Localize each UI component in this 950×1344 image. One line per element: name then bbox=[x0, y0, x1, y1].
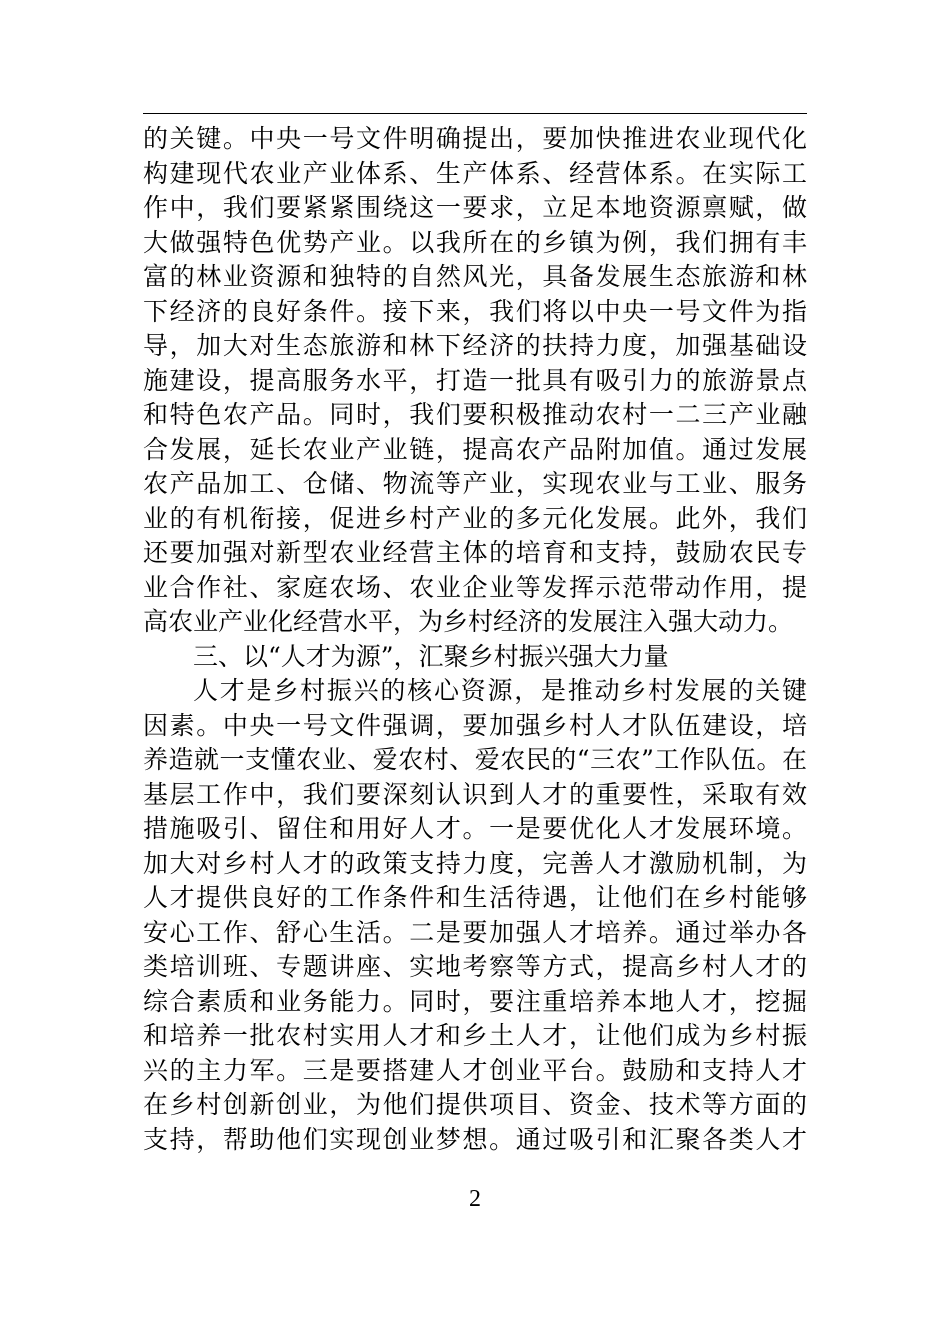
text-line: 高农业产业化经营水平，为乡村经济的发展注入强大动力。 bbox=[143, 607, 794, 636]
text-line: 安心工作、舒心生活。二是要加强人才培养。通过举办各 bbox=[143, 917, 807, 947]
text-line: 因素。中央一号文件强调，要加强乡村人才队伍建设，培 bbox=[143, 710, 807, 740]
text-line: 作中，我们要紧紧围绕这一要求，立足本地资源禀赋，做 bbox=[143, 193, 807, 222]
text-line: 农产品加工、仓储、物流等产业，实现农业与工业、服务 bbox=[143, 469, 807, 498]
text-line: 支持，帮助他们实现创业梦想。通过吸引和汇聚各类人才 bbox=[143, 1124, 807, 1154]
text-line: 在乡村创新创业，为他们提供项目、资金、技术等方面的 bbox=[143, 1090, 807, 1119]
text-line: 还要加强对新型农业经营主体的培育和支持，鼓励农民专 bbox=[143, 538, 807, 567]
header-rule bbox=[143, 113, 807, 114]
text-line: 综合素质和业务能力。同时，要注重培养本地人才，挖掘 bbox=[143, 986, 807, 1016]
text-line: 导，加大对生态旅游和林下经济的扶持力度，加强基础设 bbox=[143, 331, 807, 360]
text-line: 构建现代农业产业体系、生产体系、经营体系。在实际工 bbox=[143, 158, 807, 188]
text-line: 富的林业资源和独特的自然风光，具备发展生态旅游和林 bbox=[143, 262, 807, 291]
text-line: 加大对乡村人才的政策支持力度，完善人才激励机制，为 bbox=[143, 848, 807, 878]
text-line: 措施吸引、留住和用好人才。一是要优化人才发展环境。 bbox=[143, 814, 807, 843]
text-line: 合发展，延长农业产业链，提高农产品附加值。通过发展 bbox=[143, 434, 807, 464]
page-number: 2 bbox=[469, 1186, 481, 1212]
text-line: 业的有机衔接，促进乡村产业的多元化发展。此外，我们 bbox=[143, 503, 807, 533]
text-line: 和特色农产品。同时，我们要积极推动农村一二三产业融 bbox=[143, 400, 807, 429]
text-line: 下经济的良好条件。接下来，我们将以中央一号文件为指 bbox=[143, 296, 807, 326]
text-line: 的关键。中央一号文件明确提出，要加快推进农业现代化 bbox=[143, 124, 807, 153]
text-line: 和培养一批农村实用人才和乡土人才，让他们成为乡村振 bbox=[143, 1021, 807, 1050]
text-line: 基层工作中，我们要深刻认识到人才的重要性，采取有效 bbox=[143, 779, 807, 809]
text-line: 兴的主力军。三是要搭建人才创业平台。鼓励和支持人才 bbox=[143, 1055, 807, 1085]
text-line: 人才提供良好的工作条件和生活待遇，让他们在乡村能够 bbox=[143, 883, 807, 912]
section-heading: 三、以“人才为源”，汇聚乡村振兴强大力量 bbox=[193, 641, 669, 671]
text-line: 养造就一支懂农业、爱农村、爱农民的“三农”工作队伍。在 bbox=[143, 745, 807, 774]
text-line: 大做强特色优势产业。以我所在的乡镇为例，我们拥有丰 bbox=[143, 227, 807, 257]
text-line: 业合作社、家庭农场、农业企业等发挥示范带动作用，提 bbox=[143, 572, 807, 602]
text-line: 施建设，提高服务水平，打造一批具有吸引力的旅游景点 bbox=[143, 365, 807, 395]
text-line: 类培训班、专题讲座、实地考察等方式，提高乡村人才的 bbox=[143, 952, 807, 981]
body-text bbox=[143, 122, 807, 1157]
text-line: 人才是乡村振兴的核心资源，是推动乡村发展的关键 bbox=[193, 676, 807, 705]
